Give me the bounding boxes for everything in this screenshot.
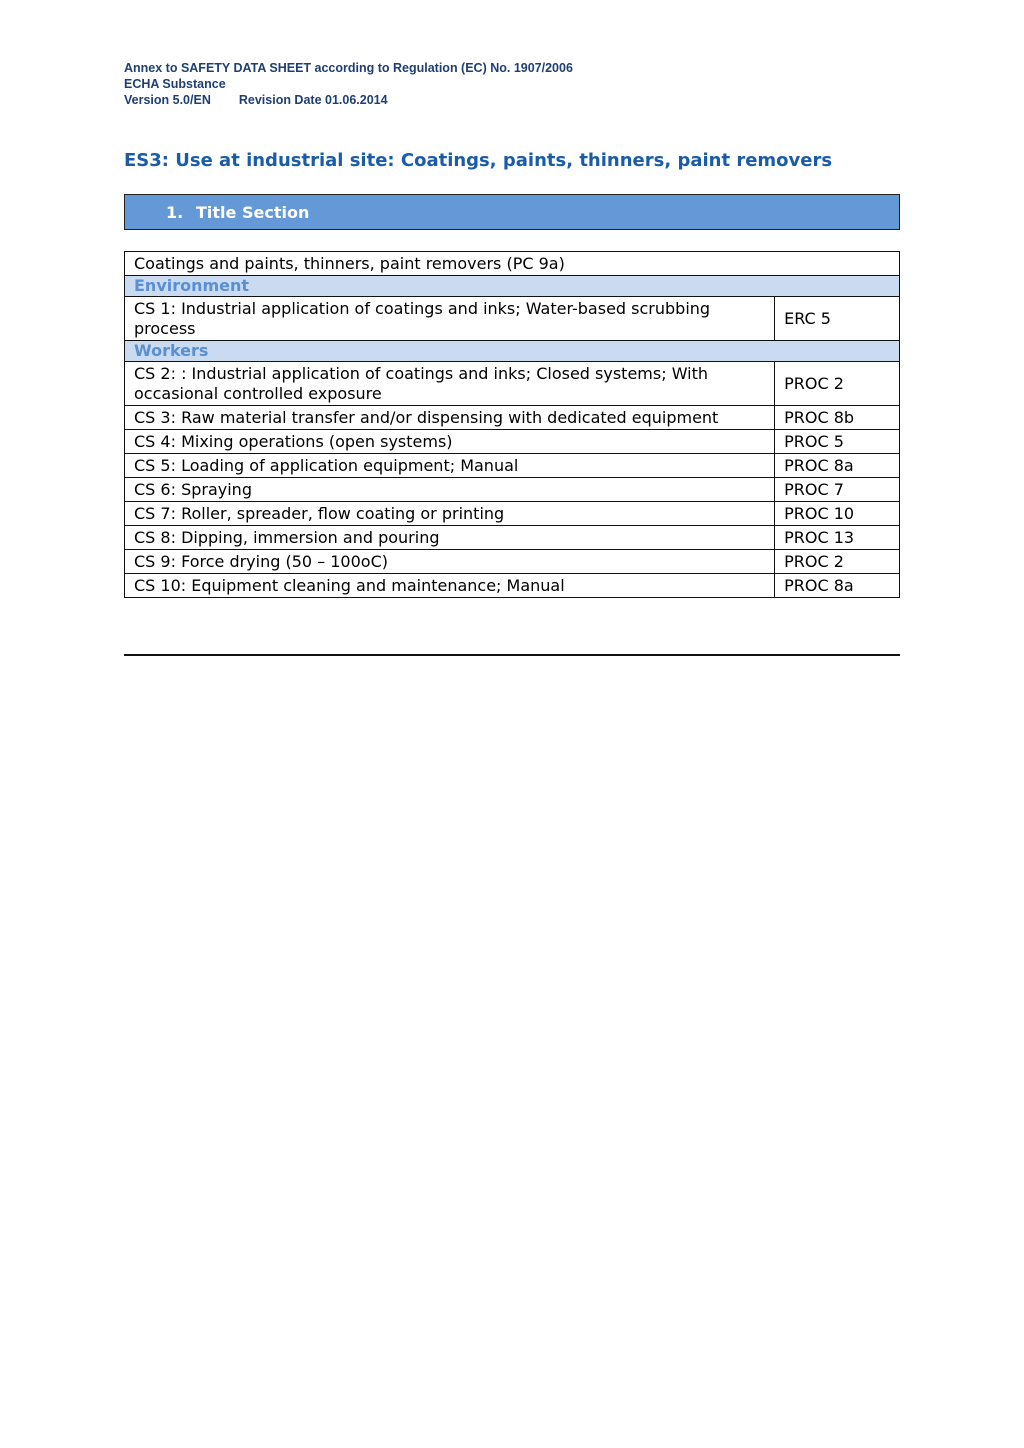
descriptor-code: PROC 8b xyxy=(775,406,900,430)
descriptor-code: PROC 10 xyxy=(775,502,900,526)
scenario-description: CS 6: Spraying xyxy=(125,478,775,502)
section-heading-bar xyxy=(124,194,900,230)
descriptor-code: PROC 8a xyxy=(775,454,900,478)
table-row xyxy=(125,406,900,430)
descriptor-code: PROC 7 xyxy=(775,478,900,502)
table-row xyxy=(125,478,900,502)
table-row xyxy=(125,362,900,406)
scenario-description: CS 1: Industrial application of coatings and inks; Water-based scrubbing process xyxy=(125,297,775,341)
scenario-description: CS 5: Loading of application equipment; Manual xyxy=(125,454,775,478)
group-row-workers xyxy=(125,341,900,362)
scenario-description: CS 2: : Industrial application of coatings and inks; Closed systems; With occasional controlled exposure xyxy=(125,362,775,406)
descriptor-code: PROC 5 xyxy=(775,430,900,454)
document-header xyxy=(124,60,573,108)
descriptor-code: PROC 13 xyxy=(775,526,900,550)
contributing-scenarios-table xyxy=(124,251,900,598)
section-divider xyxy=(124,654,900,656)
section-title: Title Section xyxy=(196,203,310,222)
scenario-description: CS 8: Dipping, immersion and pouring xyxy=(125,526,775,550)
descriptor-code: PROC 2 xyxy=(775,362,900,406)
section-number: 1. xyxy=(166,203,184,222)
header-revision-date: Revision Date 01.06.2014 xyxy=(238,93,388,107)
table-row xyxy=(125,574,900,598)
table-row xyxy=(125,297,900,341)
table-row xyxy=(125,550,900,574)
header-regulation-line: Annex to SAFETY DATA SHEET according to Regulation (EC) No. 1907/2006 xyxy=(124,61,573,75)
table-row-product xyxy=(125,252,900,276)
header-version-line xyxy=(124,92,573,108)
scenario-description: CS 9: Force drying (50 – 100oC) xyxy=(125,550,775,574)
environment-group-label: Environment xyxy=(125,276,900,297)
table-row xyxy=(125,454,900,478)
table-row xyxy=(125,430,900,454)
header-version: Version 5.0/EN xyxy=(124,93,211,107)
scenario-description: CS 7: Roller, spreader, flow coating or printing xyxy=(125,502,775,526)
scenario-description: CS 10: Equipment cleaning and maintenance; Manual xyxy=(125,574,775,598)
exposure-scenario-title: ES3: Use at industrial site: Coatings, paints, thinners, paint removers xyxy=(124,150,833,171)
descriptor-code: PROC 2 xyxy=(775,550,900,574)
header-substance-line: ECHA Substance xyxy=(124,77,226,91)
scenario-description: CS 4: Mixing operations (open systems) xyxy=(125,430,775,454)
product-category-cell: Coatings and paints, thinners, paint removers (PC 9a) xyxy=(125,252,900,276)
table-row xyxy=(125,502,900,526)
table-row xyxy=(125,526,900,550)
workers-group-label: Workers xyxy=(125,341,900,362)
descriptor-code: PROC 8a xyxy=(775,574,900,598)
scenario-description: CS 3: Raw material transfer and/or dispensing with dedicated equipment xyxy=(125,406,775,430)
group-row-environment xyxy=(125,276,900,297)
descriptor-code: ERC 5 xyxy=(775,297,900,341)
